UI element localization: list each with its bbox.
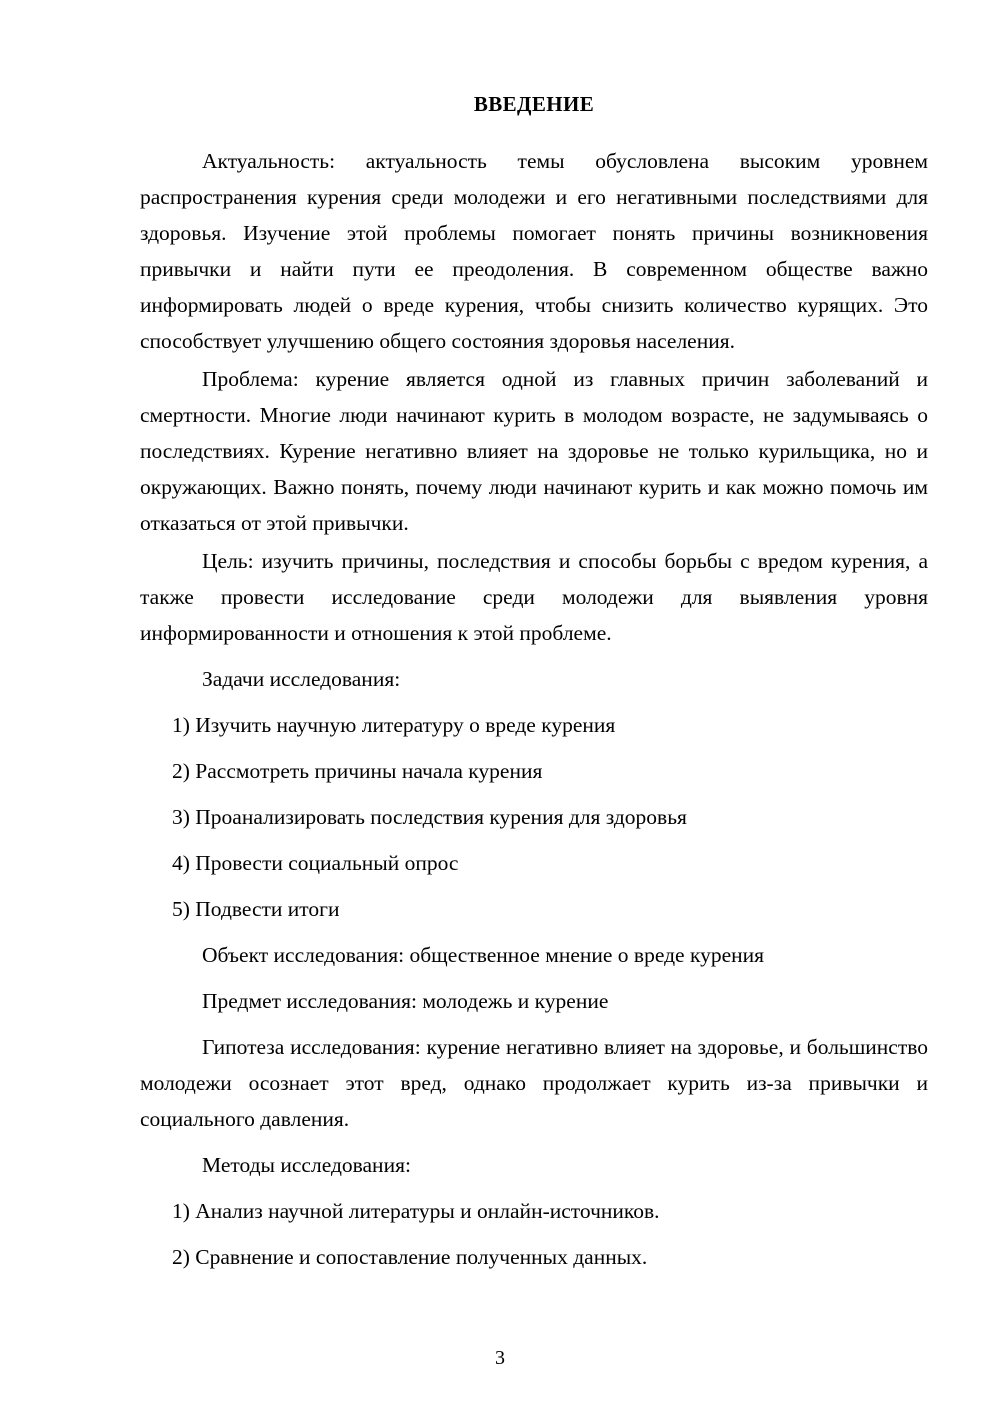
tasks-label: Задачи исследования: [202, 667, 401, 691]
list-item: 1) Изучить научную литературу о вреде курения [172, 713, 616, 737]
object-line: Объект исследования: общественное мнение о вреде курения [202, 943, 765, 967]
paragraph-problem: Проблема: курение является одной из главных причин заболеваний и смертности. Многие люди начинают курить в молодом возрасте, не задумываясь о последствиях. Курение негативно влияет на здоровье не только курильщика, но и окружающих. Важно понять, почему люди начинают курить и как можно помочь им отказаться от этой привычки. [140, 367, 928, 535]
list-item: 4) Провести социальный опрос [172, 851, 459, 875]
list-item: 5) Подвести итоги [172, 897, 340, 921]
list-item: 2) Рассмотреть причины начала курения [172, 759, 543, 783]
paragraph-goal: Цель: изучить причины, последствия и способы борьбы с вредом курения, а также провести исследование среди молодежи для выявления уровня информированности и отношения к этой проблеме. [140, 549, 928, 645]
list-item: 2) Сравнение и сопоставление полученных данных. [172, 1245, 648, 1269]
paragraph-relevance: Актуальность: актуальность темы обусловлена высоким уровнем распространения курения среди молодежи и его негативными последствиями для здоровья. Изучение этой проблемы помогает понять причины возникновения привычки и найти пути ее преодоления. В современном обществе важно информировать людей о вреде курения, чтобы снизить количество курящих. Это способствует улучшению общего состояния здоровья населения. [140, 149, 928, 353]
methods-label: Методы исследования: [202, 1153, 411, 1177]
list-item: 3) Проанализировать последствия курения для здоровья [172, 805, 687, 829]
page-number: 3 [495, 1347, 505, 1369]
paragraph-hypothesis: Гипотеза исследования: курение негативно влияет на здоровье, и большинство молодежи осознает этот вред, однако продолжает курить из-за привычки и социального давления. [140, 1035, 928, 1131]
list-item: 1) Анализ научной литературы и онлайн-источников. [172, 1199, 660, 1223]
subject-line: Предмет исследования: молодежь и курение [202, 989, 609, 1013]
page-title: ВВЕДЕНИЕ [473, 92, 595, 116]
